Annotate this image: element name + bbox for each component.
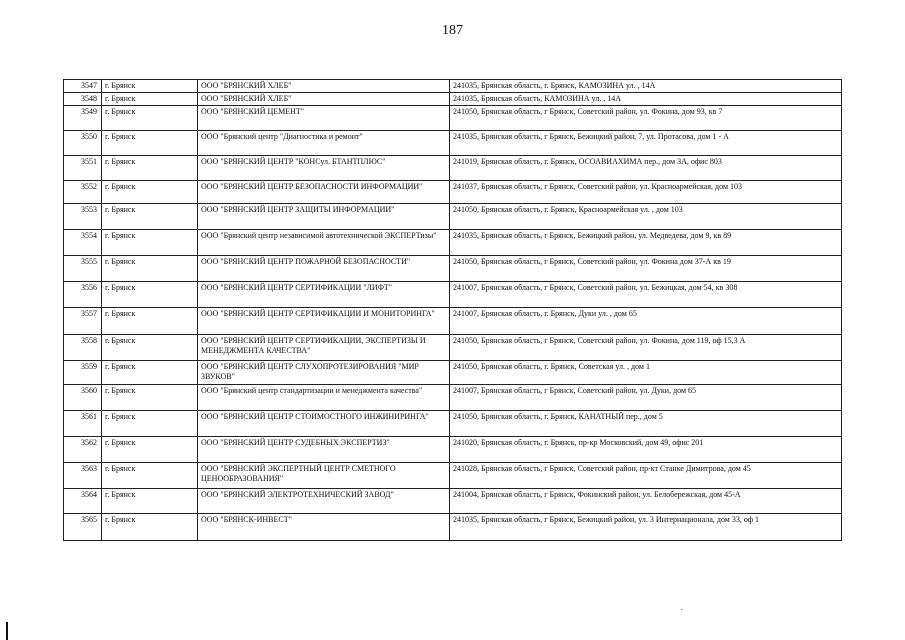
table-row [64,385,842,411]
table-row [64,308,842,335]
row-city: г. Брянск [102,385,198,411]
row-number: 3550 [64,131,102,156]
row-organization-name: ООО "БРЯНСКИЙ ЦЕНТР ЗАЩИТЫ ИНФОРМАЦИИ" [198,204,450,230]
row-city: г. Брянск [102,514,198,541]
row-address: 241035, Брянская область, г Брянск, Бежицкий район, ул. Медведева, дом 9, кв 89 [450,230,842,256]
row-city: г. Брянск [102,411,198,437]
row-organization-name: ООО "БРЯНСКИЙ ЭКСПЕРТНЫЙ ЦЕНТР СМЕТНОГО ЦЕНООБРАЗОВАНИЯ" [198,463,450,489]
scan-edge-mark [6,622,8,640]
row-address: 241020, Брянская область, г. Брянск, пр-кр Московский, дом 49, офис 201 [450,437,842,463]
table-row [64,361,842,385]
row-number: 3565 [64,514,102,541]
row-address: 241019, Брянская область, г. Брянск, ОСОАВИАХИМА пер., дом 3А, офис 803 [450,156,842,181]
table-row [64,230,842,256]
row-organization-name: ООО "БРЯНСКИЙ ЦЕНТР СУДЕБНЫХ ЭКСПЕРТИЗ" [198,437,450,463]
row-organization-name: ООО "БРЯНСКИЙ ЦЕНТР "КОНСул. БТАНТПЛЮС" [198,156,450,181]
row-address: 241035, Брянская область, г. Брянск, КАМОЗИНА ул. , 14А [450,80,842,93]
row-number: 3552 [64,181,102,204]
row-address: 241007, Брянская область, г. Брянск, Дуки ул. , дом 65 [450,308,842,335]
row-number: 3563 [64,463,102,489]
row-number: 3554 [64,230,102,256]
row-city: г. Брянск [102,131,198,156]
row-number: 3555 [64,256,102,282]
row-address: 241050, Брянская область, г Брянск, Советский район, ул. Фокина, дом 119, оф 15,3 А [450,335,842,361]
row-number: 3561 [64,411,102,437]
row-address: 241007, Брянская область, г Брянск, Советский район, ул. Бежицкая, дом 54, кв 308 [450,282,842,308]
row-organization-name: ООО "БРЯНСКИЙ ЦЕНТР СЕРТИФИКАЦИИ "ЛИФТ" [198,282,450,308]
table-row [64,204,842,230]
row-organization-name: ООО "БРЯНСКИЙ ЦЕНТР ПОЖАРНОЙ БЕЗОПАСНОСТИ" [198,256,450,282]
row-organization-name: ООО "БРЯНСКИЙ ХЛЕБ" [198,80,450,93]
row-number: 3557 [64,308,102,335]
row-number: 3549 [64,106,102,131]
row-address: 241037, Брянская область, г Брянск, Советский район, ул. Красноармейская, дом 103 [450,181,842,204]
table-row [64,80,842,93]
row-organization-name: ООО "БРЯНСКИЙ ЦЕНТР СТОИМОСТНОГО ИНЖИНИРИНГА" [198,411,450,437]
row-organization-name: ООО "БРЯНСКИЙ ЦЕНТР БЕЗОПАСНОСТИ ИНФОРМАЦИИ" [198,181,450,204]
row-city: г. Брянск [102,80,198,93]
row-city: г. Брянск [102,335,198,361]
row-address: 241050, Брянская область, г. Брянск, Красноармейская ул. , дом 103 [450,204,842,230]
row-city: г. Брянск [102,489,198,514]
row-address: 241050, Брянская область, г Брянск, Советский район, ул. Фокина дом 37-А кв 19 [450,256,842,282]
row-city: г. Брянск [102,282,198,308]
row-city: г. Брянск [102,463,198,489]
registry-table [63,79,842,541]
row-number: 3564 [64,489,102,514]
table-row [64,514,842,541]
table-row [64,156,842,181]
table-row [64,93,842,106]
row-address: 241050, Брянская область, г. Брянск, КАНАТНЫЙ пер., дом 5 [450,411,842,437]
table-row [64,131,842,156]
table-row [64,463,842,489]
row-organization-name: ООО "Брянский центр стандартизации и менеджмента качества" [198,385,450,411]
row-number: 3558 [64,335,102,361]
row-number: 3547 [64,80,102,93]
row-organization-name: ООО "БРЯНСКИЙ ЦЕМЕНТ" [198,106,450,131]
row-address: 241050, Брянская область, г Брянск, Советский район, ул. Фокина, дом 93, кв 7 [450,106,842,131]
row-organization-name: ООО "БРЯНСКИЙ ХЛЕБ" [198,93,450,106]
registry-table-body [64,80,842,541]
row-city: г. Брянск [102,308,198,335]
table-row [64,335,842,361]
row-city: г. Брянск [102,156,198,181]
table-row [64,181,842,204]
row-organization-name: ООО "БРЯНСКИЙ ЦЕНТР СЛУХОПРОТЕЗИРОВАНИЯ "МИР ЗВУКОВ" [198,361,450,385]
row-city: г. Брянск [102,204,198,230]
row-number: 3553 [64,204,102,230]
scan-speck [681,609,683,610]
table-row [64,256,842,282]
table-row [64,411,842,437]
row-number: 3551 [64,156,102,181]
row-city: г. Брянск [102,256,198,282]
row-address: 241035, Брянская область, г Брянск, Бежицкий район, 7, ул. Протасова, дом 1 - А [450,131,842,156]
row-number: 3562 [64,437,102,463]
row-address: 241004, Брянская область, г Брянск, Фокинский район, ул. Белобережская, дом 45-А [450,489,842,514]
row-organization-name: ООО "БРЯНСКИЙ ЭЛЕКТРОТЕХНИЧЕСКИЙ ЗАВОД" [198,489,450,514]
table-row [64,437,842,463]
row-number: 3560 [64,385,102,411]
row-organization-name: ООО "БРЯНСКИЙ ЦЕНТР СЕРТИФИКАЦИИ И МОНИТОРИНГА" [198,308,450,335]
table-row [64,106,842,131]
row-address: 241050, Брянская область, г. Брянск, Советская ул. , дом 1 [450,361,842,385]
page-number: 187 [442,23,463,38]
row-organization-name: ООО "Брянский центр "Диагностика и ремонт" [198,131,450,156]
row-organization-name: ООО "БРЯНСК-ИНВЕСТ" [198,514,450,541]
table-row [64,489,842,514]
row-number: 3559 [64,361,102,385]
row-address: 241028, Брянская область, г Брянск, Советский район, пр-кт Станке Димитрова, дом 45 [450,463,842,489]
row-address: 241035, Брянская область, г Брянск, Бежицкий район, ул. 3 Интернационала, дом 33, оф 1 [450,514,842,541]
row-city: г. Брянск [102,361,198,385]
row-city: г. Брянск [102,437,198,463]
row-city: г. Брянск [102,93,198,106]
row-organization-name: ООО "БРЯНСКИЙ ЦЕНТР СЕРТИФИКАЦИИ, ЭКСПЕРТИЗЫ И МЕНЕДЖМЕНТА КАЧЕСТВА" [198,335,450,361]
row-city: г. Брянск [102,230,198,256]
row-city: г. Брянск [102,181,198,204]
table-row [64,282,842,308]
row-address: 241007, Брянская область, г Брянск, Советский район, ул. Дуки, дом 65 [450,385,842,411]
row-number: 3556 [64,282,102,308]
row-number: 3548 [64,93,102,106]
row-city: г. Брянск [102,106,198,131]
row-address: 241035, Брянская область, КАМОЗИНА ул. , 14А [450,93,842,106]
row-organization-name: ООО "Брянский центр независимой автотехнической ЭКСПЕРТизы" [198,230,450,256]
